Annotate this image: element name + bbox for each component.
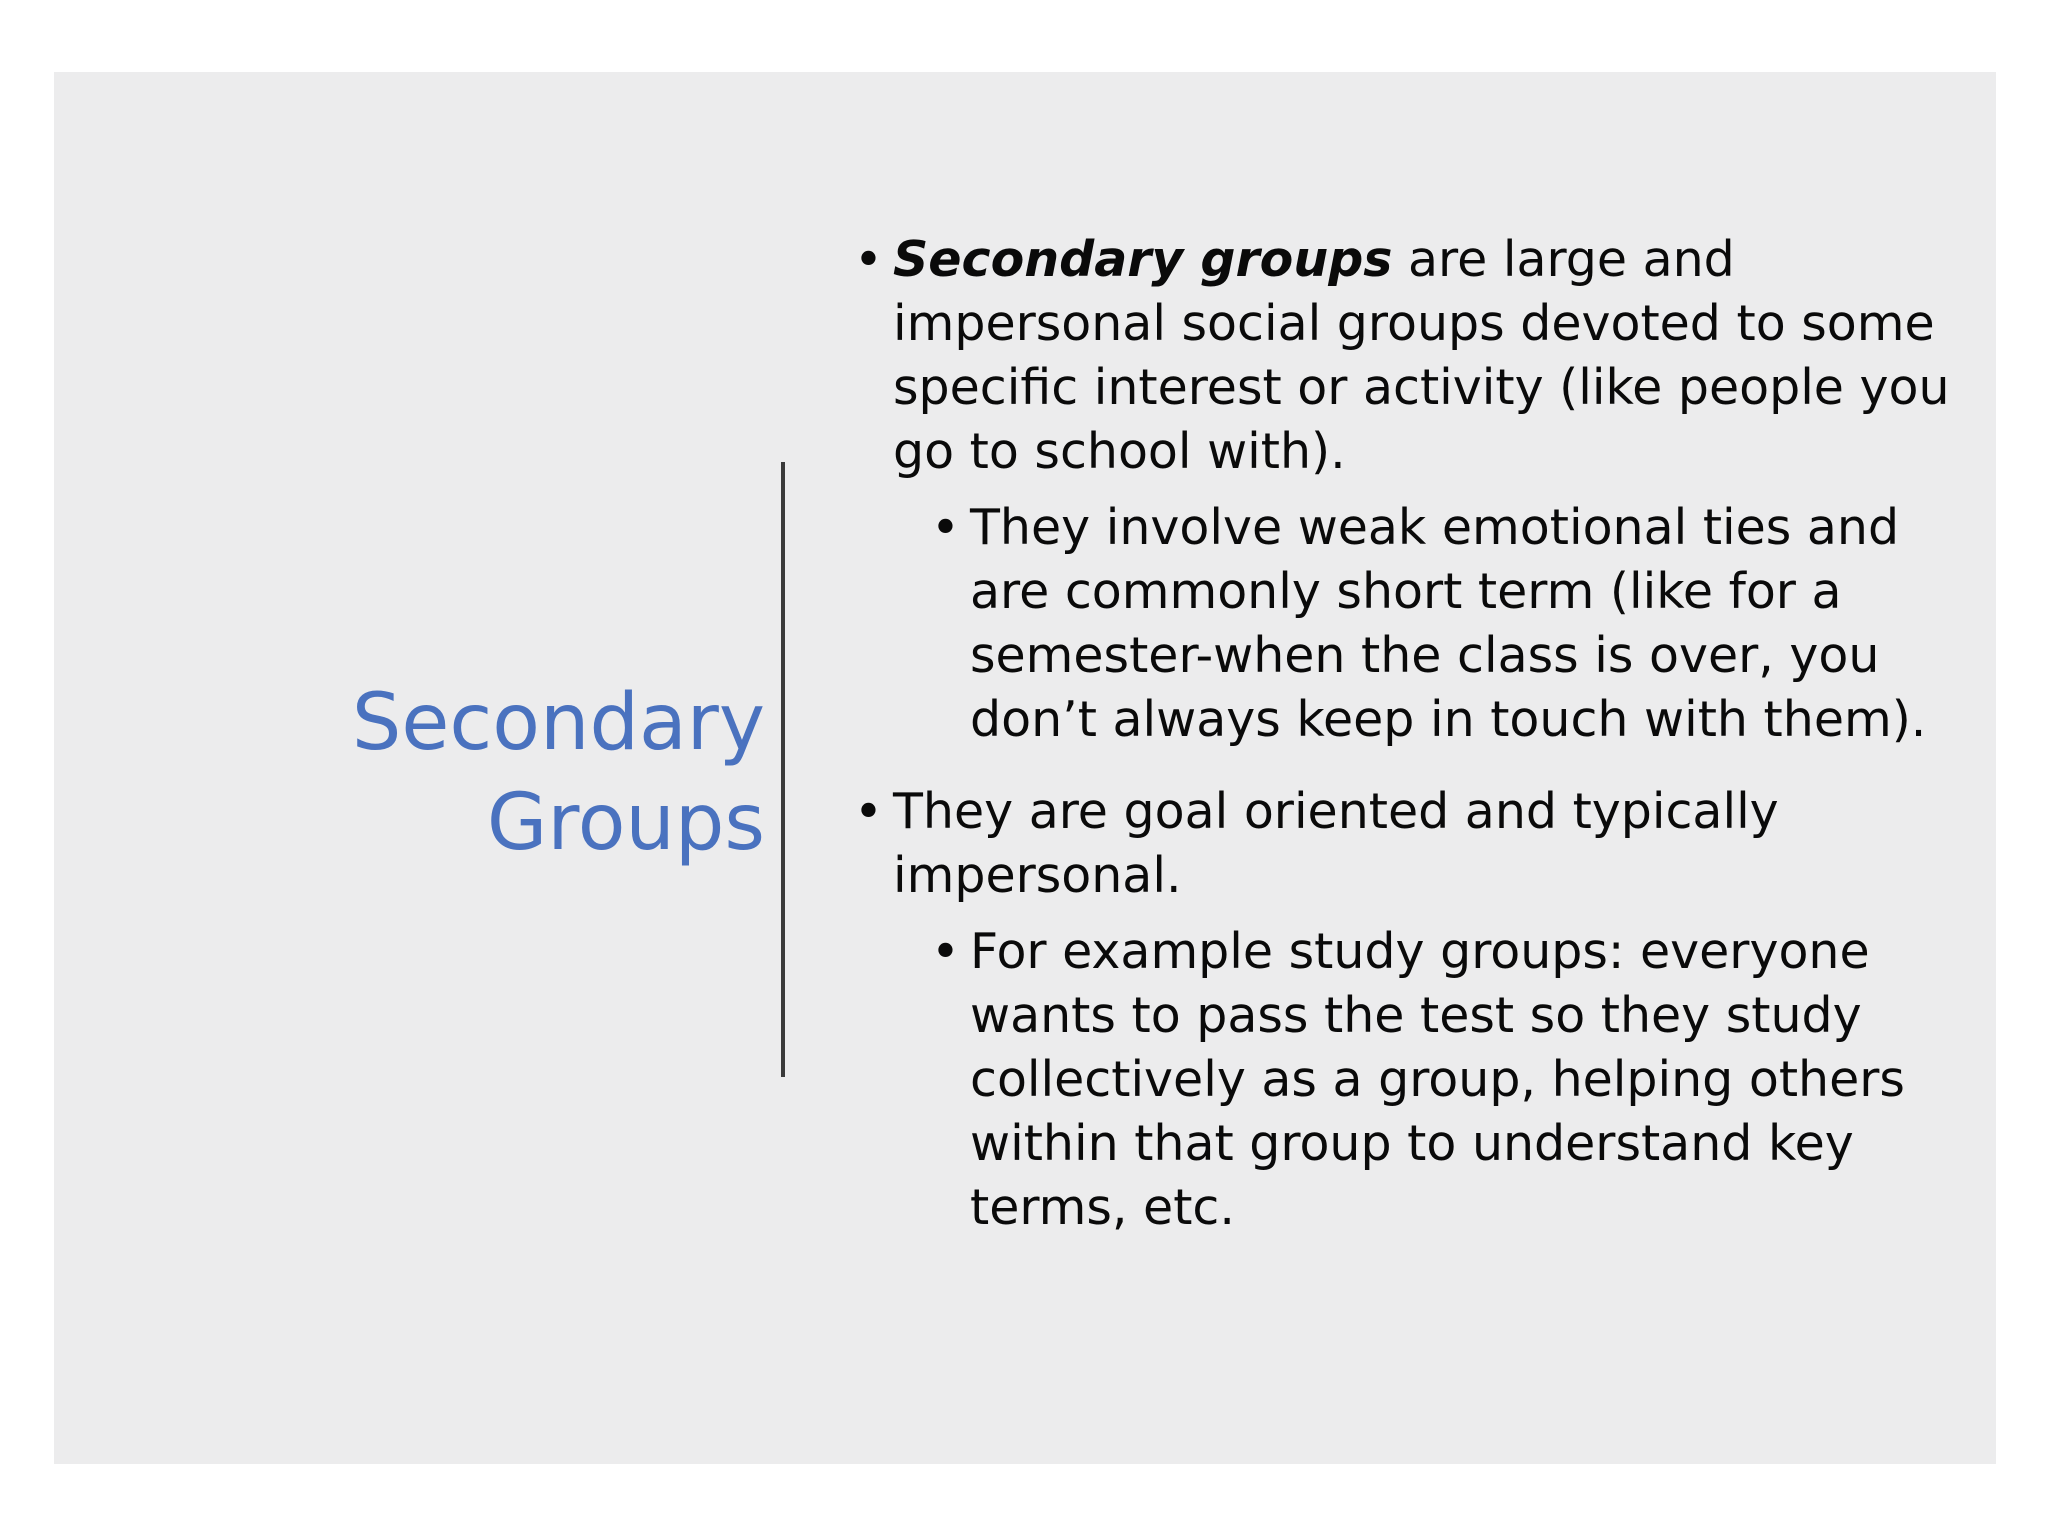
slide-title xyxy=(174,673,765,873)
slide-title-line-1: Secondary xyxy=(351,678,765,768)
bullet-text: They involve weak emotional ties and are commonly short term (like for a semester-when the class is over, you don’t always keep in touch with them). xyxy=(970,499,1927,748)
sub-bullet-weak-ties xyxy=(931,496,1974,752)
slide-content xyxy=(854,228,1974,1240)
slide xyxy=(54,72,1996,1464)
sub-bullet-study-groups-example xyxy=(931,920,1974,1240)
bullet-secondary-groups-definition xyxy=(854,228,1974,484)
slide-title-line-2: Groups xyxy=(486,778,765,868)
bullet-text: are large and impersonal social groups devoted to some specific interest or activity (like people you go to school with). xyxy=(893,231,1950,480)
bullet-emphasis: Secondary groups xyxy=(893,231,1393,288)
bullet-text: They are goal oriented and typically impersonal. xyxy=(893,783,1779,904)
bullet-text: For example study groups: everyone wants to pass the test so they study collectively as a group, helping others within that group to understand key terms, etc. xyxy=(970,923,1905,1236)
bullet-goal-oriented xyxy=(854,780,1974,908)
vertical-divider xyxy=(781,462,785,1077)
